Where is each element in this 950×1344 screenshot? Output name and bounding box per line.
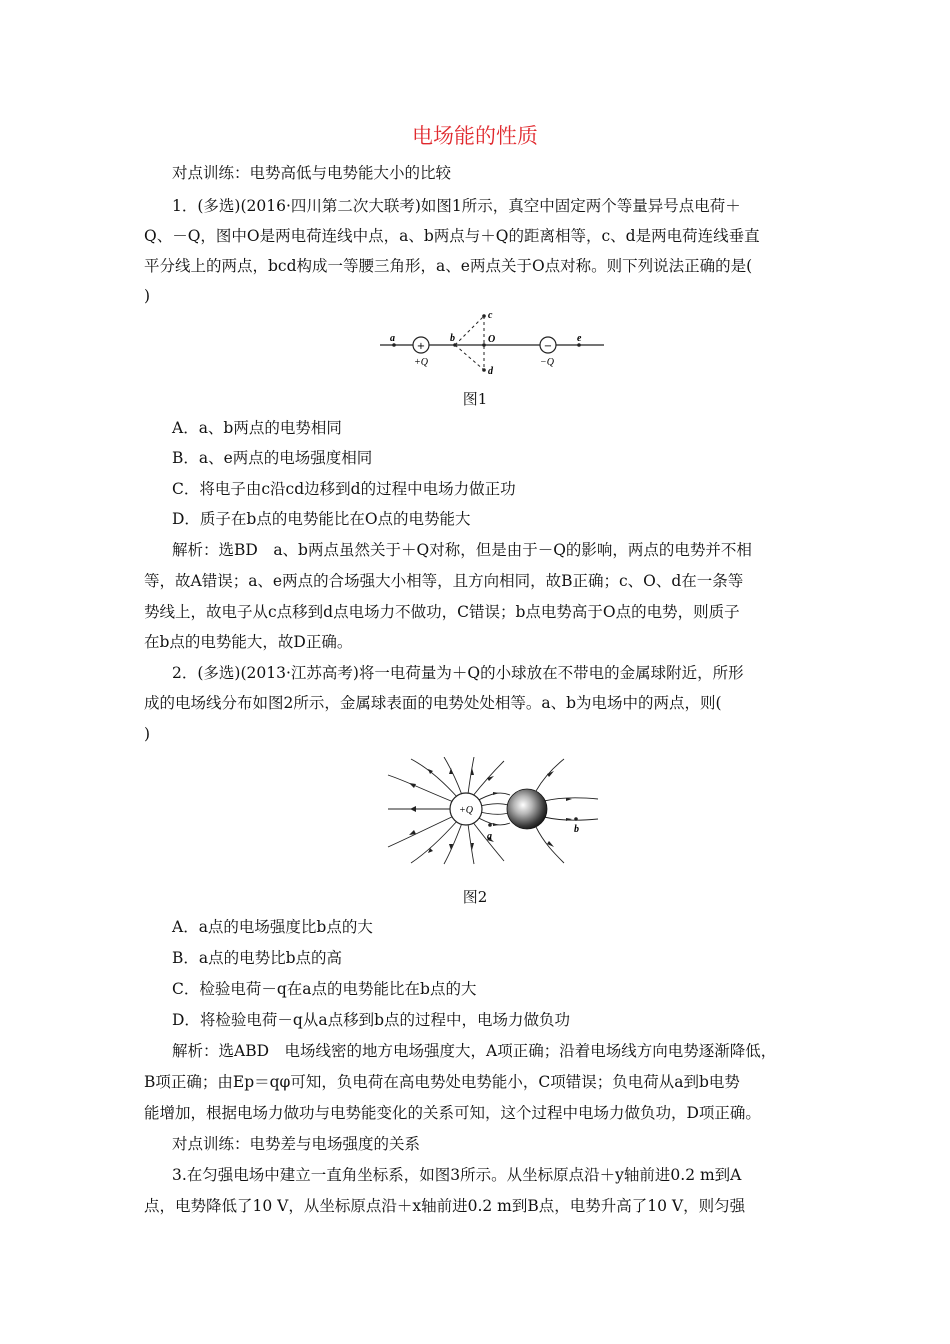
q1-solution-line: 等，故A错误；a、e两点的合场强大小相等，且方向相同，故B正确；c、O、d在一条等 <box>144 572 744 590</box>
q1-text-line: 1．(多选)(2016·四川第二次大联考)如图1所示，真空中固定两个等量异号点电荷＋ <box>172 197 741 215</box>
section-heading-1: 对点训练：电势高低与电势能大小的比较 <box>172 164 452 182</box>
point-O <box>482 343 486 347</box>
q2-text-line: ) <box>144 725 151 743</box>
point-c <box>482 314 486 318</box>
q1-solution-line: 解析：选BD a、b两点虽然关于＋Q对称，但是由于－Q的影响，两点的电势并不相 <box>172 541 752 559</box>
label-O: O <box>488 334 496 345</box>
label-plus-Q: +Q <box>414 357 428 368</box>
q1-solution-line: 在b点的电势能大，故D正确。 <box>144 633 353 651</box>
figure-1-diagram <box>380 306 606 378</box>
q2-option-a: A．a点的电场强度比b点的大 <box>172 918 373 936</box>
point-d <box>482 368 486 372</box>
label-a: a <box>390 333 395 344</box>
plus-sign: + <box>416 341 426 352</box>
q2-option-d: D．将检验电荷－q从a点移到b点的过程中，电场力做负功 <box>172 1011 571 1029</box>
label-a: a <box>487 831 492 842</box>
figure-2-field-lines <box>386 757 600 865</box>
q3-text-line: 点，电势降低了10 V，从坐标原点沿＋x轴前进0.2 m到B点，电势升高了10 V，则匀强 <box>144 1197 746 1215</box>
q1-option-a: A．a、b两点的电势相同 <box>172 419 342 437</box>
label-b: b <box>574 824 579 835</box>
point-b <box>574 817 578 821</box>
q2-solution-line: 能增加，根据电场力做功与电势能变化的关系可知，这个过程中电场力做负功，D项正确。 <box>144 1104 761 1122</box>
field-lines <box>388 757 598 864</box>
q1-option-d: D．质子在b点的电势能比在O点的电势能大 <box>172 510 471 528</box>
metal-sphere <box>507 789 547 829</box>
point-a <box>488 823 492 827</box>
bd-edge <box>455 345 484 370</box>
bc-edge <box>455 316 484 345</box>
q2-solution-line: B项正确；由Ep＝qφ可知，负电荷在高电势处电势能小，C项错误；负电荷从a到b电势 <box>144 1073 740 1091</box>
section-heading-2: 对点训练：电势差与电场强度的关系 <box>172 1135 421 1153</box>
q2-text-line: 成的电场线分布如图2所示，金属球表面的电势处处相等。a、b为电场中的两点，则( <box>144 694 722 712</box>
q1-text-line: 平分线上的两点，bcd构成一等腰三角形，a、e两点关于O点对称。则下列说法正确的是( <box>144 257 753 275</box>
q3-text-line: 3.在匀强电场中建立一直角坐标系，如图3所示。从坐标原点沿＋y轴前进0.2 m到A <box>172 1166 742 1184</box>
page-title: 电场能的性质 <box>412 124 538 148</box>
minus-sign: − <box>543 341 553 352</box>
q1-text-line: ) <box>144 287 151 305</box>
q2-option-c: C．检验电荷－q在a点的电势能比在b点的大 <box>172 980 477 998</box>
q1-text-line: Q、－Q，图中O是两电荷连线中点，a、b两点与＋Q的距离相等，c、d是两电荷连线垂直 <box>144 227 760 245</box>
label-c: c <box>488 310 493 321</box>
q1-solution-line: 势线上，故电子从c点移到d点电场力不做功，C错误；b点电势高于O点的电势，则质子 <box>144 603 740 621</box>
q2-text-line: 2．(多选)(2013·江苏高考)将一电荷量为＋Q的小球放在不带电的金属球附近，所形 <box>172 664 744 682</box>
figure-2-caption: 图2 <box>462 888 488 906</box>
label-plus-Q: +Q <box>459 805 473 816</box>
figure-1-caption: 图1 <box>462 390 488 408</box>
label-minus-Q: −Q <box>540 357 554 368</box>
q1-option-b: B．a、e两点的电场强度相同 <box>172 449 373 467</box>
q2-solution-line: 解析：选ABD 电场线密的地方电场强度大，A项正确；沿着电场线方向电势逐渐降低， <box>172 1042 777 1060</box>
label-d: d <box>488 366 493 377</box>
q2-option-b: B．a点的电势比b点的高 <box>172 949 343 967</box>
label-b: b <box>450 333 455 344</box>
label-e: e <box>577 333 582 344</box>
q1-option-c: C．将电子由c沿cd边移到d的过程中电场力做正功 <box>172 480 516 498</box>
